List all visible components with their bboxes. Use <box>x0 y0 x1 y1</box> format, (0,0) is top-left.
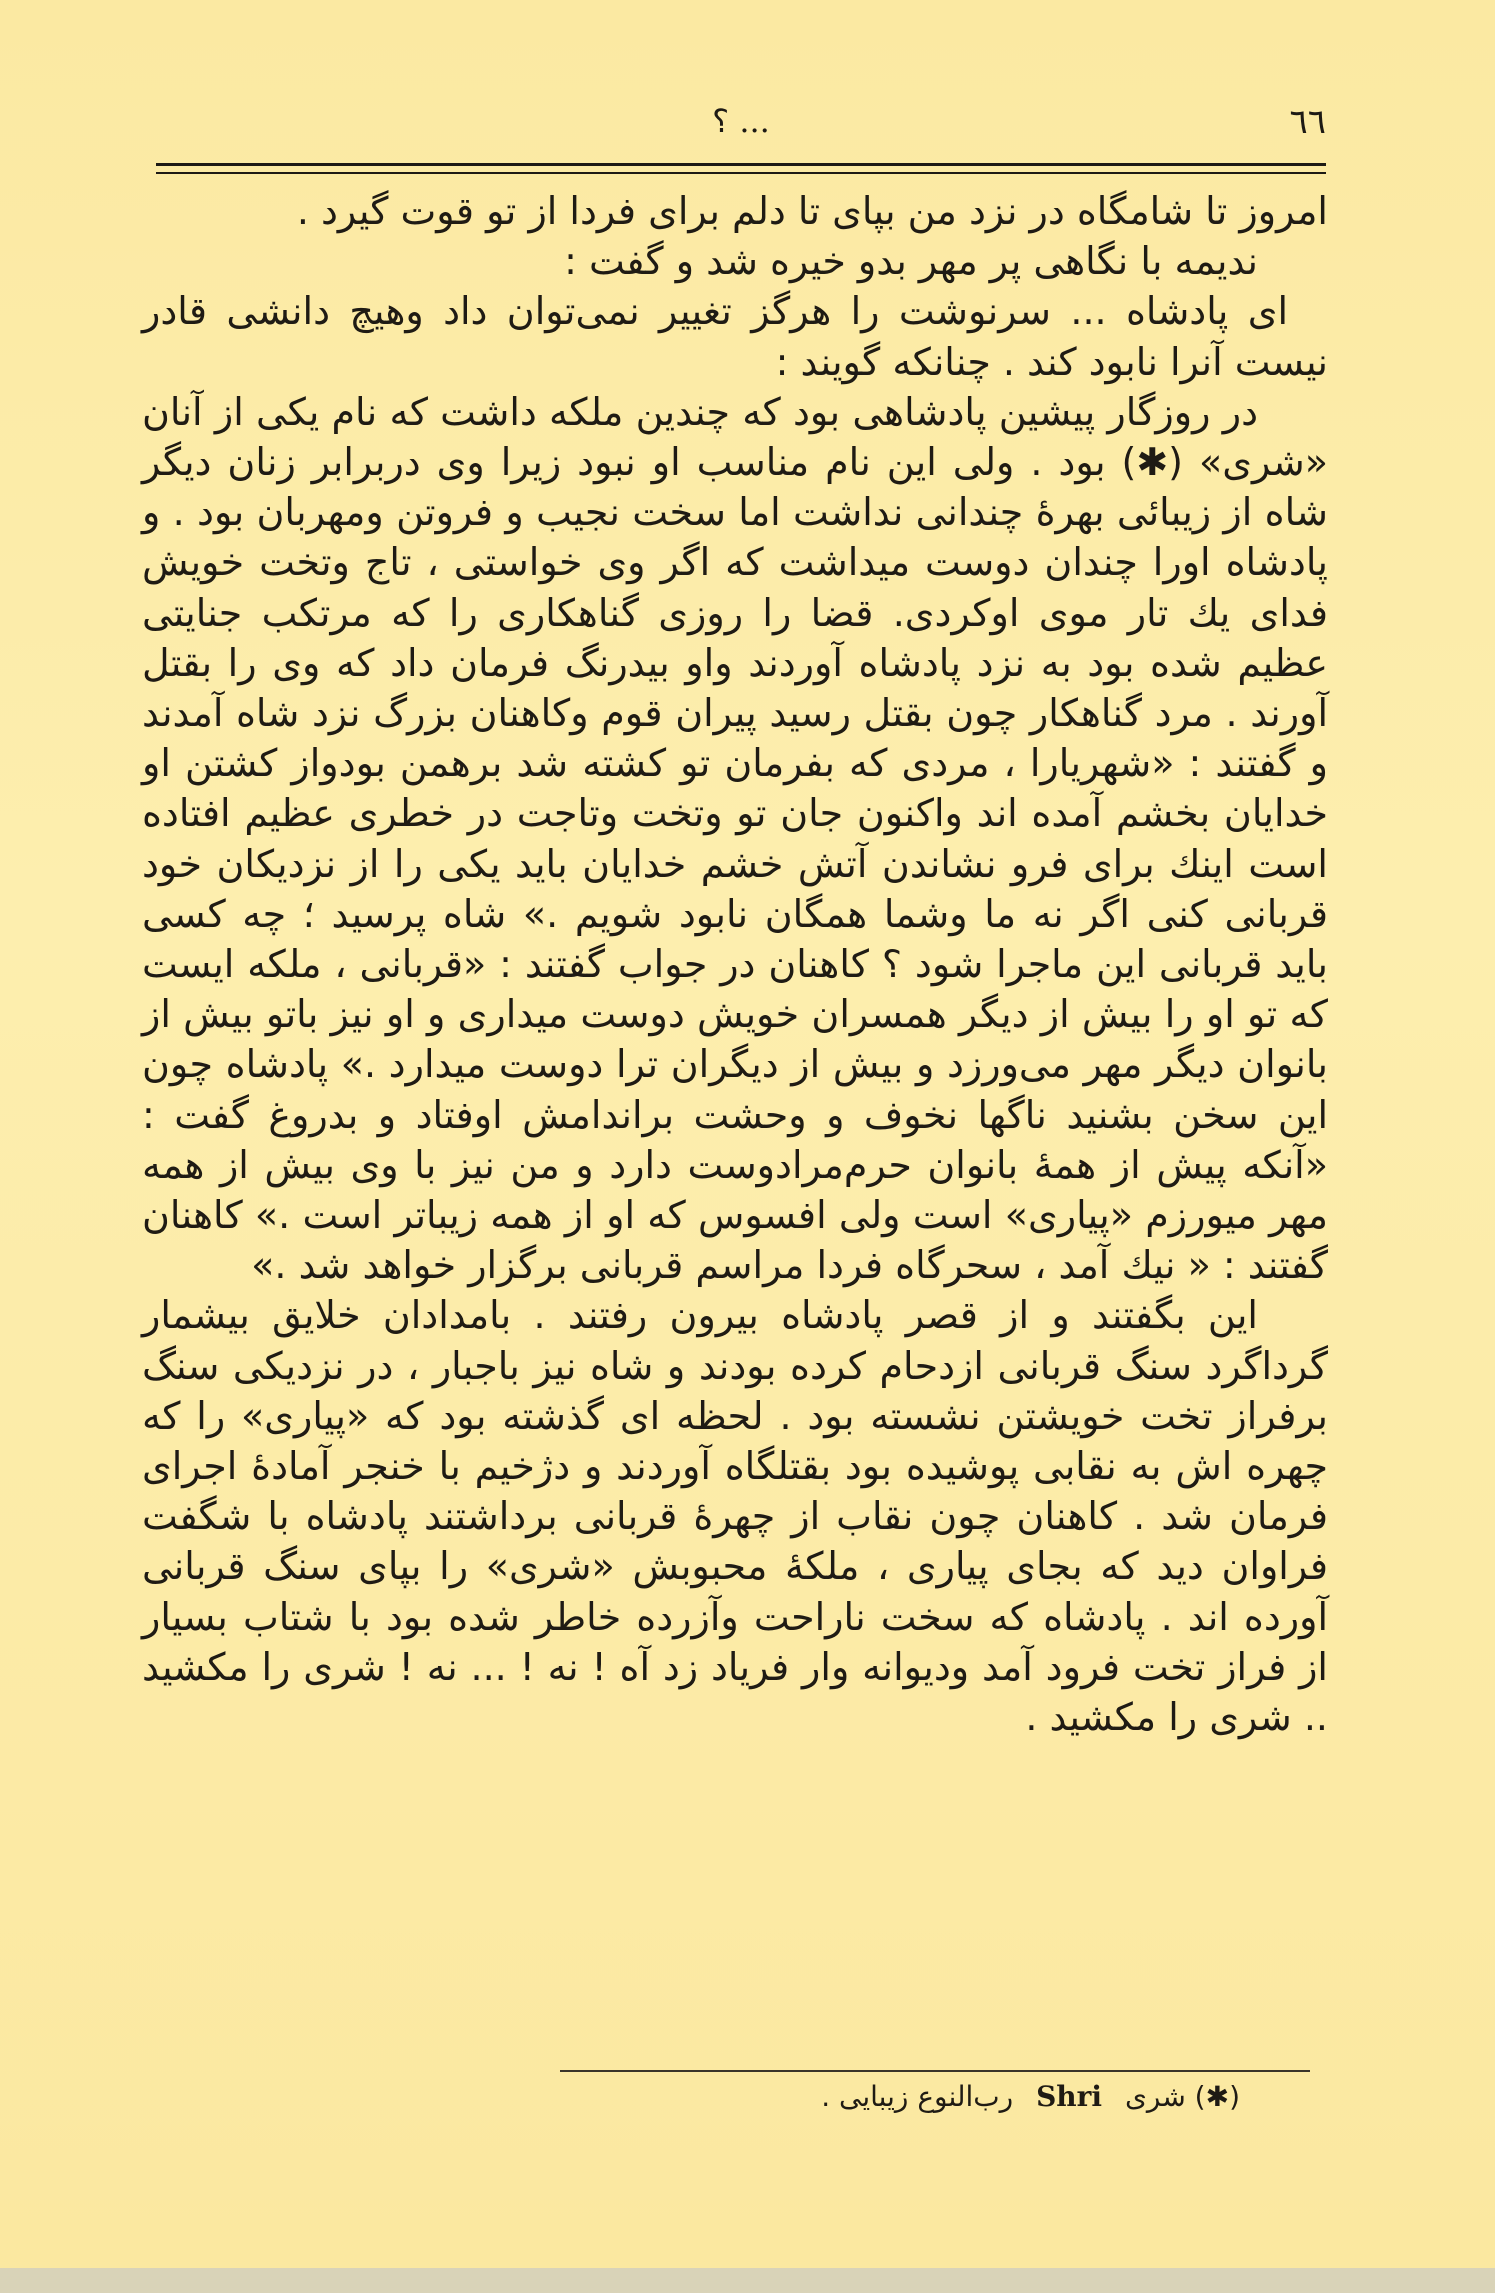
footnote-latin-term: Shri <box>1036 2080 1103 2113</box>
header-rule-top <box>156 163 1326 166</box>
body-text <box>142 186 1328 1742</box>
paragraph-2: ندیمه با نگاهی پر مهر بدو خیره شد و گفت : <box>564 239 1258 284</box>
paragraph-3: ای پادشاه ... سرنوشت را هرگز تغییر نمی‌توان داد وهیچ دانشی قادر نیست آنرا نابود کند . چنانکه گویند : <box>142 289 1328 384</box>
page-number: ٦٦ <box>1289 102 1326 142</box>
footnote-rule <box>560 2070 1310 2072</box>
footnote <box>600 2080 1240 2113</box>
footnote-marker: (✱) شری <box>1124 2080 1240 2113</box>
header-rule-bottom <box>156 172 1326 174</box>
paragraph-1: امروز تا شامگاه در نزد من بپای تا دلم برای فردا از تو قوت گیرد . <box>296 189 1328 233</box>
paragraph-5: این بگفتند و از قصر پادشاه بیرون رفتند . بامدادان خلایق بیشمار گرداگرد سنگ قربانی ازدحام کرده بودند و شاه نیز باجبار ، در نزدیکی سنگ برفراز تخت خویشتن نشسته بود . لحظه ای گذشته بود که «پیاری» را که چهره اش به نقابی پوشیده بود بقتلگاه آوردند و دژخیم با خنجر آمادهٔ اجرای فرمان شد . کاهنان چون نقاب از چهرهٔ قربانی برداشتند پادشاه با شگفت فراوان دید که بجای پیاری ، ملکهٔ محبوبش «شری» را بپای سنگ قربانی آورده اند . پادشاه که سخت ناراحت وآزرده خاطر شده بود با شتاب بسیار از فراز تخت فرود آمد ودیوانه وار فریاد زد آه ! نه ! ... نه ! شری را مکشید .. شری را مکشید . <box>142 1293 1328 1740</box>
running-title: ؟ ... <box>712 102 770 140</box>
footnote-text: رب‌النوع زیبایی . <box>821 2080 1014 2113</box>
page-header <box>156 102 1326 160</box>
paragraph-4: در روزگار پیشین پادشاهی بود که چندین ملکه داشت که نام یکی از آنان «شری» (✱) بود . ولی این نام مناسب او نبود زیرا وی دربرابر زنان دیگر شاه از زیبائی بهرهٔ چندانی نداشت اما سخت نجیب و فروتن ومهربان بود . و پادشاه اورا چندان دوست میداشت که اگر وی خواستی ، تاج وتخت خویش فدای یك تار موی اوکردی. قضا را روزی گناهکاری را که مرتکب جنایتی عظیم شده بود به نزد پادشاه آوردند واو بیدرنگ فرمان داد که وی را بقتل آورند . مرد گناهکار چون بقتل رسید پیران قوم وکاهنان بزرگ نزد شاه آمدند و گفتند : «شهریارا ، مردی که بفرمان تو کشته شد برهمن بودواز کشتن او خدایان بخشم آمده اند واکنون جان تو وتخت وتاجت در خطری عظیم افتاده است اینك برای فرو نشاندن آتش خشم خدایان باید یکی را از نزدیکان خود قربانی کنی اگر نه ما وشما همگان نابود شویم .» شاه پرسید ؛ چه کسی باید قربانی این ماجرا شود ؟ کاهنان در جواب گفتند : «قربانی ، ملکه ایست که تو او را بیش از دیگر همسران خویش دوست میداری و او نیز باتو بیش از بانوان دیگر مهر می‌ورزد و بیش از دیگران ترا دوست میدارد .» پادشاه چون این سخن بشنید ناگها نخوف و وحشت براندامش اوفتاد و بدروغ گفت : «آنکه پیش از همهٔ بانوان حرم‌مرادوست دارد و من نیز با وی بیش از همه مهر میورزم «پیاری» است ولی افسوس که او از همه زیباتر است .» کاهنان گفتند : « نیك آمد ، سحرگاه فردا مراسم قربانی برگزار خواهد شد .» <box>142 389 1328 1288</box>
